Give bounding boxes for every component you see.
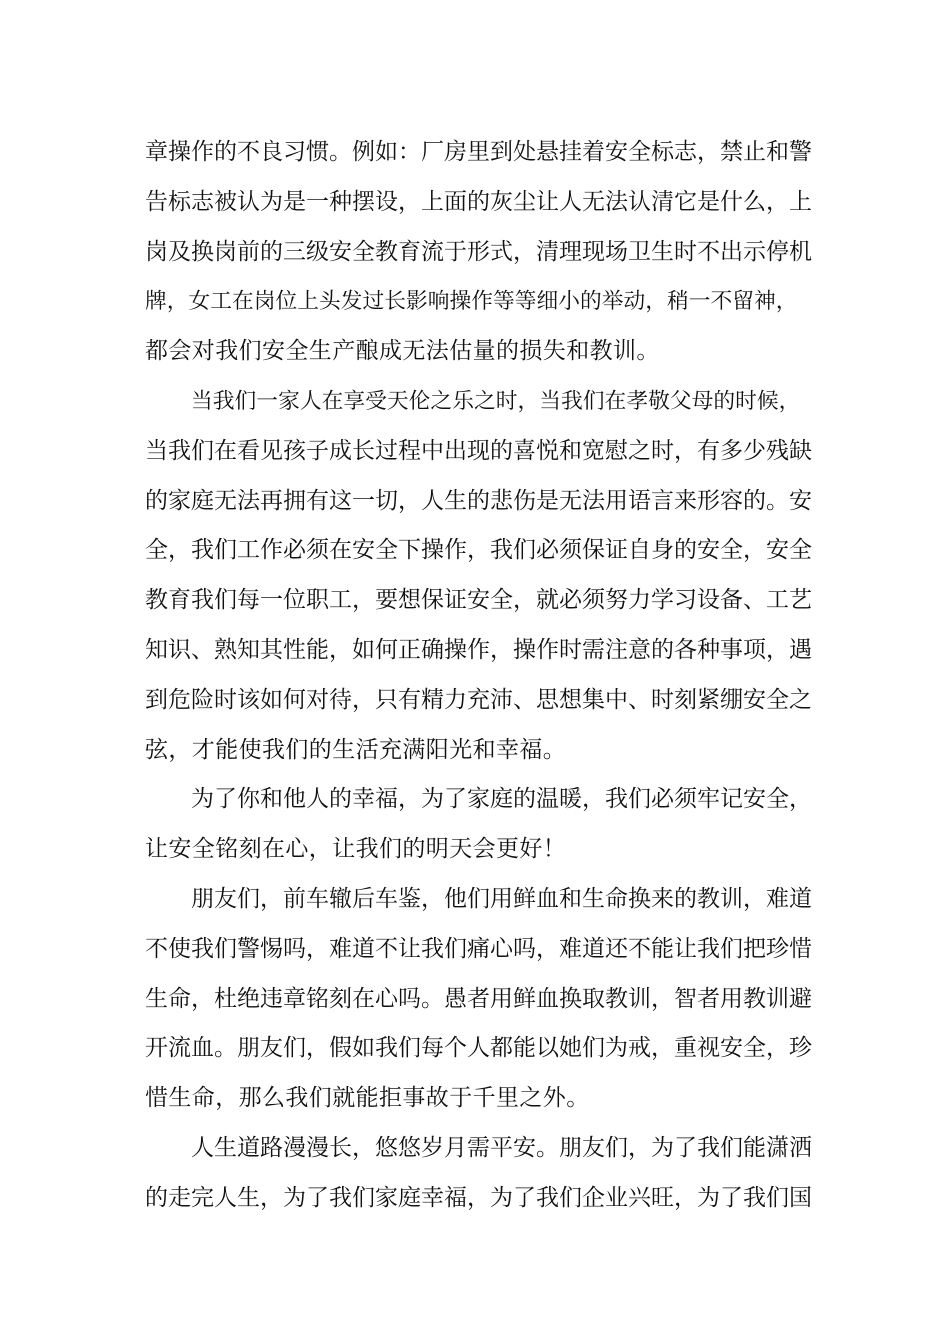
text-line: 惜生命，那么我们就能拒事故于千里之外。 <box>145 1085 590 1112</box>
text-line: 开流血。朋友们，假如我们每个人都能以她们为戒，重视安全，珍 <box>145 1035 812 1062</box>
text-line: 让安全铭刻在心，让我们的明天会更好！ <box>145 836 567 863</box>
text-line: 的家庭无法再拥有这一切，人生的悲伤是无法用语言来形容的。安 <box>145 487 812 514</box>
paragraph-first-line: 人生道路漫漫长，悠悠岁月需平安。朋友们，为了我们能潇洒 <box>191 1134 812 1161</box>
text-line: 岗及换岗前的三级安全教育流于形式，清理现场卫生时不出示停机 <box>145 238 812 265</box>
text-line: 全，我们工作必须在安全下操作，我们必须保证自身的安全，安全 <box>145 537 812 564</box>
text-line: 生命，杜绝违章铭刻在心吗。愚者用鲜血换取教训，智者用教训避 <box>145 985 812 1012</box>
text-line: 告标志被认为是一种摆设，上面的灰尘让人无法认清它是什么，上 <box>145 188 812 215</box>
text-line: 都会对我们安全生产酿成无法估量的损失和教训。 <box>145 338 660 365</box>
paragraph-first-line: 为了你和他人的幸福，为了家庭的温暖，我们必须牢记安全， <box>191 786 812 813</box>
document-body <box>145 128 815 1224</box>
text-line: 当我们在看见孩子成长过程中出现的喜悦和宽慰之时，有多少残缺 <box>145 437 812 464</box>
paragraph-first-line: 朋友们，前车辙后车鉴，他们用鲜血和生命换来的教训，难道 <box>191 885 812 912</box>
paragraph-first-line: 当我们一家人在享受天伦之乐之时，当我们在孝敬父母的时候， <box>191 388 801 414</box>
text-line: 教育我们每一位职工，要想保证安全，就必须努力学习设备、工艺 <box>145 587 812 614</box>
text-line: 不使我们警惕吗，难道不让我们痛心吗，难道还不能让我们把珍惜 <box>145 935 812 962</box>
text-line: 知识、熟知其性能，如何正确操作，操作时需注意的各种事项，遇 <box>145 636 812 663</box>
text-line: 的走完人生，为了我们家庭幸福，为了我们企业兴旺，为了我们国 <box>145 1184 812 1211</box>
text-line: 牌，女工在岗位上头发过长影响操作等等细小的举动，稍一不留神， <box>145 289 798 315</box>
text-line: 到危险时该如何对待，只有精力充沛、思想集中、时刻紧绷安全之 <box>145 686 812 713</box>
text-line: 弦，才能使我们的生活充满阳光和幸福。 <box>145 736 567 763</box>
text-line: 章操作的不良习惯。例如：厂房里到处悬挂着安全标志，禁止和警 <box>145 139 812 165</box>
